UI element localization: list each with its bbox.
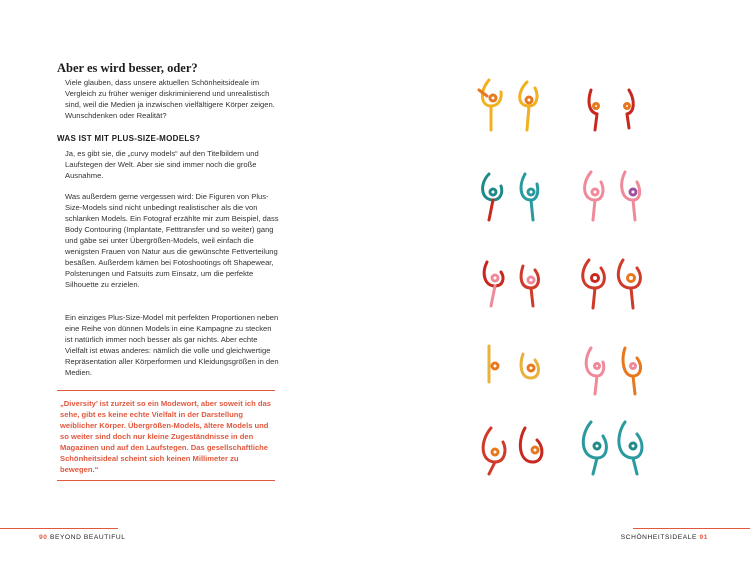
figure-row5-left: [483, 428, 542, 474]
quote-rule-top: [57, 390, 275, 391]
section-heading: Aber es wird besser, oder?: [57, 61, 198, 75]
footer-rule-right: [633, 528, 750, 529]
figure-row1-right: [589, 90, 633, 130]
figure-row2-left: [483, 174, 538, 220]
chapter-title: SCHÖNHEITSIDEALE: [620, 534, 698, 541]
figure-row3-right: [583, 260, 641, 308]
right-page: [375, 0, 750, 565]
paragraph-intro: Viele glauben, dass unsere aktuellen Schönheitsideale im Vergleich zu früher weniger diskriminierend und unrealistisch sind, weil die Medien ja inzwischen vielfältigere Körper zeigen. Wunschdenken oder Realität?: [65, 78, 275, 120]
book-title: BEYOND BEAUTIFUL: [49, 534, 126, 541]
figure-row2-right: [585, 172, 640, 220]
figure-row3-left: [484, 262, 538, 306]
figure-row4-right: [586, 348, 640, 394]
footer-left: [39, 534, 126, 541]
figure-row1-left: [479, 80, 537, 130]
paragraph-diversity: Ein einziges Plus-Size-Model mit perfekten Proportionen neben eine Reihe von dünnen Models in eine Kampagne zu stecken ist natürlich immer noch besser als gar nichts. Aber echte Vielfalt ist etwas anderes: nämlich die volle und gleichwertige Repräsentation aller Körperformen und Kleidungsgrößen in den Medien.: [65, 313, 279, 377]
paragraph-curvy: Ja, es gibt sie, die „curvy models“ auf den Titelbildern und Laufstegen der Welt. Aber sie sind immer noch die große Ausnahme.: [65, 149, 259, 180]
pull-quote: „Diversity’ ist zurzeit so ein Modewort, aber soweit ich das sehe, gibt es keine echte Vielfalt in der Darstellung weiblicher Körper. Übergrößen-Models, ältere Models und so weiter sind doch nur kleine Zugeständnisse in den Magazinen und auf den Laufstegen. Das gesellschaftliche Schönheitsideal scheint sich keinen Millimeter zu bewegen.“: [60, 399, 271, 474]
page-number-right: 91: [699, 534, 708, 541]
figure-row5-right: [583, 422, 642, 474]
paragraph-body-contouring: Was außerdem gerne vergessen wird: Die Figuren von Plus-Size-Models sind nicht unbedingt realistischer als die von schlanken Models. Ein Fotograf erzählte mir zum Beispiel, dass Body Contouring (Implantate, Fetttransfer und so weiter) gang und gäbe sei unter Übergrößen-Models, weil einfach die wenigsten Frauen von Natur aus die gewünschte Fettverteilung besäßen. Außerdem kämen bei Fotoshootings oft Shapewear, Polsterungen und Fatsuits zum Einsatz, um die perfekte Silhouette zu erzielen.: [65, 192, 279, 289]
figure-row4-left: [489, 346, 538, 382]
footer-rule-left: [0, 528, 118, 529]
quote-rule-bottom: [57, 480, 275, 481]
footer-right: [621, 534, 708, 541]
breast-illustration-grid: [475, 70, 665, 480]
subheading-plus-size: WAS IST MIT PLUS-SIZE-MODELS?: [57, 134, 201, 143]
page-number-left: 90: [39, 534, 48, 541]
